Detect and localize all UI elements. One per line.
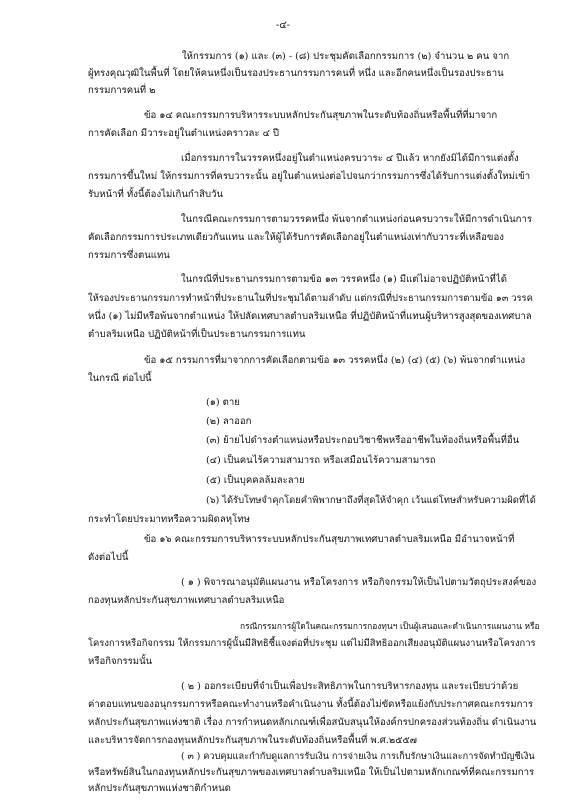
text-line: เมื่อกรรมการในวรรคหนึ่งอยู่ในตำแหน่งครบวาระ ๔ ปีแล้ว หากยังมิได้มีการแต่งตั้ง [181, 153, 519, 164]
text-line: หรือกิจกรรมนั้น [88, 656, 153, 667]
text-line: หรือทรัพย์สินในกองทุนหลักประกันสุขภาพของเทศบาลตำบลริมเหนือ ให้เป็นไปตามหลักเกณฑ์ที่คณะกรรมการ [88, 767, 535, 778]
text-line: หนึ่ง (๑) ไม่มีหรือพ้นจากตำแหน่ง ให้ปลัดเทศบาลตำบลริมเหนือ ที่ปฏิบัติหน้าที่แทนผู้บริหารสูงสุดของเทศบาล [88, 311, 532, 322]
text-line: และบริหารจัดการกองทุนหลักประกันสุขภาพในระดับท้องถิ่นหรือพื้นที่ พ.ศ.๒๕๕๗ [88, 735, 417, 746]
list-item: (๒) ลาออก [206, 416, 252, 427]
list-item: (๓) ย้ายไปดำรงตำแหน่งหรือประกอบวิชาชีพหรืออาชีพในท้องถิ่นหรือพื้นที่อื่น [206, 435, 520, 446]
text-line: ( ๒ ) ออกระเบียบที่จำเป็นเพื่อประสิทธิภาพในการบริหารกองทุน และระเบียบว่าด้วย [181, 681, 519, 692]
text-line: ในกรณีที่ประธานกรรมการตามข้อ ๑๓ วรรคหนึ่ง (๑) มีแต่ไม่อาจปฏิบัติหน้าที่ได้ [181, 274, 507, 285]
text-line: กองทุนหลักประกันสุขภาพเทศบาลตำบลริมเหนือ [88, 595, 285, 606]
text-line: ในกรณีคณะกรรมการตามวรรคหนึ่ง พ้นจากตำแหน่งก่อนครบวาระให้มีการดำเนินการ [181, 214, 533, 225]
list-item: (๕) เป็นบุคคลล้มละลาย [206, 475, 305, 486]
list-item: (๖) ได้รับโทษจำคุกโดยคำพิพากษาถึงที่สุดให้จำคุก เว้นแต่โทษสำหรับความผิดที่ได้ [206, 495, 536, 506]
text-line: ( ๑ ) พิจารณาอนุมัติแผนงาน หรือโครงการ หรือกิจกรรมให้เป็นไปตามวัตถุประสงค์ของ [181, 577, 537, 588]
list-item: (๑) ตาย [206, 397, 240, 408]
text-line: ผู้ทรงคุณวุฒิในพื้นที่ โดยให้คนหนึ่งเป็นรองประธานกรรมการคนที่ หนึ่ง และอีกคนหนึ่งเป็นรองประธาน [88, 68, 504, 79]
text-line: ค่าตอบแทนของอนุกรรมการหรือคณะทำงานหรือคำเนินงาน ทั้งนี้ต้องไม่ขัดหรือแย้งกับประกาศคณะกรรมการ [88, 699, 533, 710]
text-line: โครงการหรือกิจกรรม ให้กรรมการผู้นั้นมีสิทธิชี้แจงต่อที่ประชุม แต่ไม่มีสิทธิออกเสียงอนุมัติแผนงานหรือโครงการ [88, 638, 536, 649]
text-line: หลักประกันสุขภาพแห่งชาติกำหนด [88, 783, 231, 794]
text-line: ในกรณี ต่อไปนี้ [88, 373, 152, 384]
text-line: ให้รองประธานกรรมการทำหน้าที่ประธานในที่ประชุมได้ตามลำดับ แต่กรณีที่ประธานกรรมการตามข้อ ๑๓ วรรค [88, 293, 533, 304]
text-line: หลักประกันสุขภาพแห่งชาติ เรื่อง การกำหนดหลักเกณฑ์เพื่อสนับสนุนให้องค์กรปกครองส่วนท้องถิ่น ดำเนินงาน [88, 717, 537, 728]
text-line: ข้อ ๑๔ คณะกรรมการบริหารระบบหลักประกันสุขภาพในระดับท้องถิ่นหรือพื้นที่ที่มาจาก [144, 110, 498, 121]
text-line: ข้อ ๑๕ กรรมการที่มาจากการคัดเลือกตามข้อ ๑๓ วรรคหนึ่ง (๒) (๔) (๕) (๖) พ้นจากตำแหน่ง [144, 355, 526, 366]
list-item: (๔) เป็นคนไร้ความสามารถ หรือเสมือนไร้ความสามารถ [206, 455, 436, 466]
text-line: ตำบลริมเหนือ ปฏิบัติหน้าที่เป็นประธานกรรมการแทน [88, 329, 306, 340]
text-line: กรรมการซึ่งตนแทน [88, 250, 170, 261]
text-line: ดังต่อไปนี้ [88, 552, 129, 563]
text-line: กรณีกรรมการผู้ใดในคณะกรรมการกองทุนฯ เป็นผู้เสนอและดำเนินการแผนงาน หรือ [240, 621, 540, 631]
text-line: ข้อ ๑๖ คณะกรรมการบริหารระบบหลักประกันสุขภาพเทศบาลตำบลริมเหนือ มีอำนาจหน้าที่ [144, 534, 515, 545]
text-line: รับหน้าที่ ทั้งนี้ต้องไม่เกินกำสิบวัน [88, 189, 224, 200]
text-line: กรรมการคนที่ ๒ [88, 85, 156, 96]
text-line: กระทำโดยประมาทหรือความผิดลหุโทษ [88, 514, 250, 525]
text-line: กรรมการขึ้นใหม่ ให้กรรมการที่ครบวาระนั้น อยู่ในตำแหน่งต่อไปจนกว่ากรรมการซึ่งได้รับการแต่งตั้งใหม่เข้า [88, 171, 531, 182]
text-line: ( ๓ ) ควบคุมและกำกับดูแลการรับเงิน การจ่ายเงิน การเก็บรักษาเงินและการจัดทำบัญชีเงิน [181, 751, 535, 762]
text-line: คัดเลือกกรรมการประเภทเดียวกันแทน และให้ผู้ได้รับการคัดเลือกอยู่ในตำแหน่งเท่ากับวาระที่เหลือของ [88, 232, 504, 243]
text-line: การคัดเลือก มีวาระอยู่ในตำแหน่งคราวละ ๔ ปี [88, 128, 279, 139]
text-line: ให้กรรมการ (๑) และ (๓) - (๘) ประชุมคัดเลือกกรรมการ (๒) จำนวน ๒ คน จาก [182, 51, 510, 62]
page-number: -๔- [275, 20, 291, 31]
